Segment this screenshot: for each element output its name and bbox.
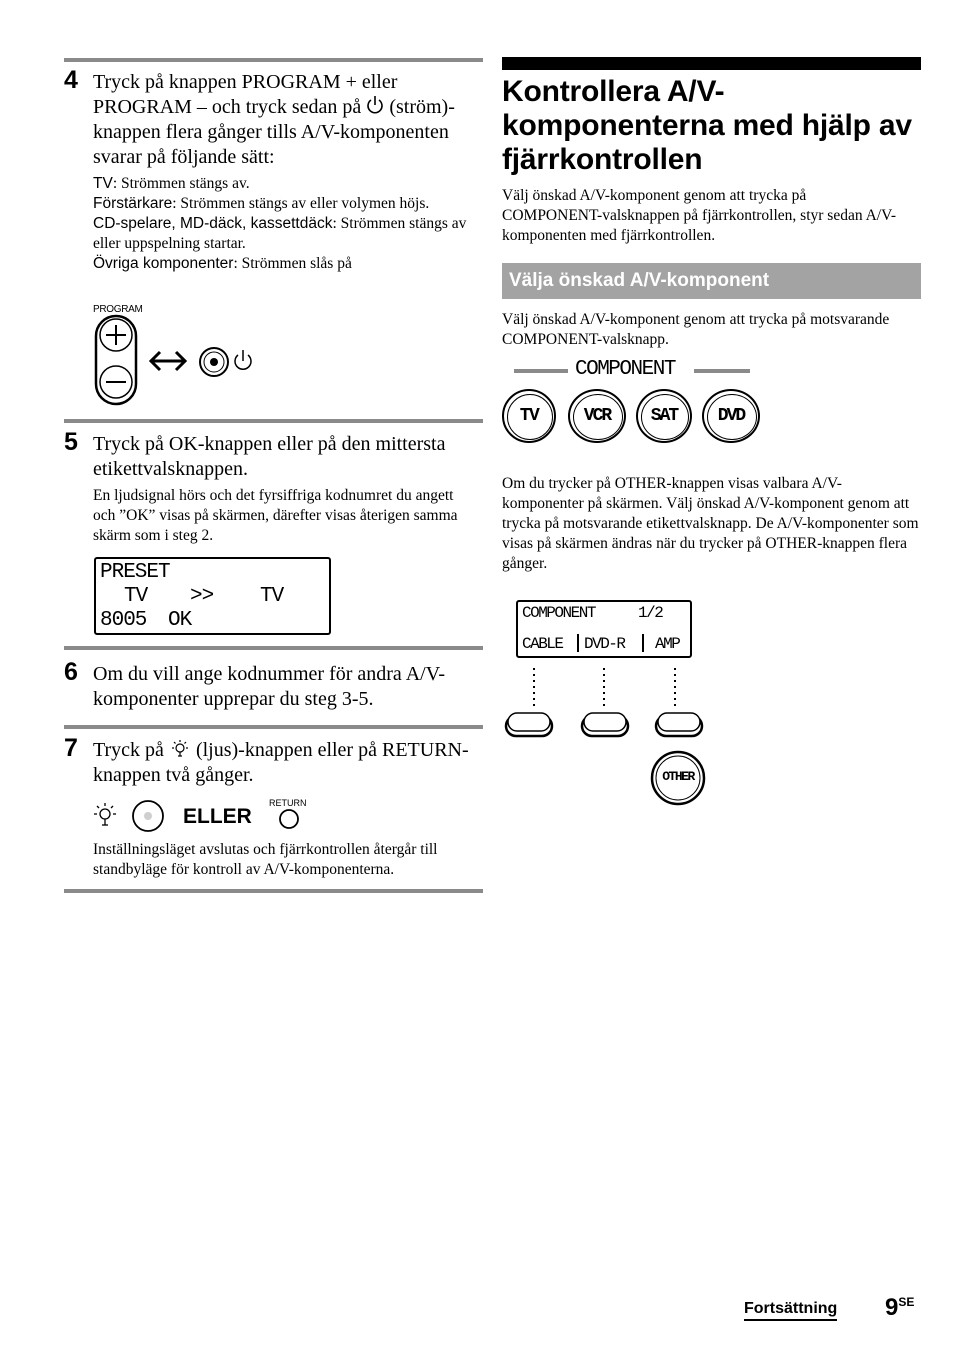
step-7-text bbox=[93, 738, 478, 788]
lcd-code: 8005 bbox=[100, 609, 147, 632]
lcd-arrows: >> bbox=[190, 585, 214, 608]
label-select-button-right[interactable] bbox=[656, 713, 702, 736]
subheading-bar bbox=[502, 263, 921, 299]
step-7-number: 7 bbox=[64, 734, 78, 762]
response-item bbox=[93, 254, 468, 274]
power-icon bbox=[235, 350, 251, 369]
page-number-suffix: SE bbox=[898, 1295, 915, 1309]
component-lcd-display bbox=[516, 600, 692, 658]
lcd-component-title: COMPONENT bbox=[522, 604, 595, 622]
step-7-note: Inställningsläget avslutas och fjärrkontrollen återgår till standbyläge för kontroll av A/V-komponenterna. bbox=[93, 841, 438, 878]
response-label: TV bbox=[93, 175, 113, 192]
double-arrow-icon bbox=[151, 352, 185, 370]
component-line-left bbox=[514, 369, 568, 373]
return-button-illustration bbox=[277, 807, 301, 831]
response-text: : Strömmen slås på bbox=[233, 255, 352, 272]
step-6-text: Om du vill ange kodnummer för andra A/V-komponenter upprepar du steg 3-5. bbox=[93, 663, 445, 710]
label-select-button-left[interactable] bbox=[506, 713, 552, 736]
response-item bbox=[93, 214, 468, 254]
lcd-ok: OK bbox=[168, 609, 192, 632]
step-7-text-b: (ljus)-knappen eller på RETURN-knappen två gånger. bbox=[93, 739, 469, 786]
response-text: : Strömmen stängs av. bbox=[112, 175, 250, 192]
lcd-item-dvdr: DVD-R bbox=[584, 635, 625, 653]
component-line-right bbox=[694, 369, 750, 373]
other-button-description: Om du trycker på OTHER-knappen visas valbara A/V-komponenter på skärmen. Välj önskad A/V-komponent genom att trycka på motsvarande etikettvalsknapp. De A/V-komponenter som visas på skärmen ändras när du trycker på OTHER-knappen flera gånger. bbox=[502, 475, 919, 572]
response-label: Övriga komponenter bbox=[93, 255, 234, 272]
eller-label: ELLER bbox=[183, 805, 252, 828]
response-label: CD-spelare, MD-däck, kassettdäck bbox=[93, 215, 333, 232]
program-buttons-illustration bbox=[90, 314, 290, 414]
component-button-label: TV bbox=[519, 406, 539, 426]
step-4-text-b: (ström)-knappen flera gånger tills A/V-komponenten svarar på följande sätt: bbox=[93, 96, 455, 168]
lcd-page-indicator: 1/2 bbox=[638, 604, 663, 622]
response-text: : Strömmen stängs av eller uppspelning startar. bbox=[93, 215, 467, 252]
step-4-number: 4 bbox=[64, 66, 78, 94]
program-label: PROGRAM bbox=[93, 304, 143, 315]
step-5-note: En ljudsignal hörs och det fyrsiffriga kodnumret du angett och ”OK” visas på skärmen, därefter visas återigen samma skärm som i steg 2. bbox=[93, 487, 458, 544]
step-separator bbox=[64, 725, 483, 729]
page-number-value: 9 bbox=[885, 1294, 899, 1321]
page-number bbox=[885, 1294, 914, 1322]
step-5-number: 5 bbox=[64, 428, 78, 456]
light-icon bbox=[169, 739, 191, 759]
lcd-divider bbox=[577, 634, 579, 652]
label-select-illustration bbox=[500, 660, 730, 860]
step-5-text: Tryck på OK-knappen eller på den mittersta etikettvalsknappen. bbox=[93, 433, 446, 480]
bottom-rule-left bbox=[64, 889, 483, 893]
response-label: Förstärkare bbox=[93, 195, 173, 212]
component-button-sat[interactable] bbox=[636, 389, 692, 443]
preset-lcd-display bbox=[94, 557, 331, 635]
lcd-item-cable: CABLE bbox=[522, 635, 563, 653]
component-button-label: DVD bbox=[717, 406, 745, 426]
lcd-line-1: PRESET bbox=[100, 561, 170, 584]
power-icon bbox=[366, 95, 384, 115]
section-intro: Välj önskad A/V-komponent genom att trycka på COMPONENT-valsknappen på fjärrkontrollen, styr sedan A/V-komponenten med fjärrkontrollen. bbox=[502, 187, 897, 244]
component-label-row bbox=[514, 358, 754, 384]
section-title: Kontrollera A/V-komponenterna med hjälp av fjärrkontrollen bbox=[502, 75, 912, 176]
component-buttons bbox=[502, 389, 772, 449]
response-item bbox=[93, 194, 468, 214]
component-button-vcr[interactable] bbox=[568, 389, 626, 443]
label-select-button-middle[interactable] bbox=[582, 713, 628, 736]
top-rule-left bbox=[64, 58, 483, 62]
lcd-item-amp: AMP bbox=[655, 635, 680, 653]
return-label: RETURN bbox=[269, 798, 307, 808]
subheading-text-body: Välj önskad A/V-komponent genom att trycka på motsvarande COMPONENT-valsknapp. bbox=[502, 311, 890, 348]
other-button-label: OTHER bbox=[662, 769, 694, 784]
component-button-dvd[interactable] bbox=[702, 389, 760, 443]
step-7-text-a: Tryck på bbox=[93, 739, 164, 761]
lcd-source: TV bbox=[124, 585, 148, 608]
component-button-tv[interactable] bbox=[502, 389, 556, 443]
response-item bbox=[93, 174, 468, 194]
lcd-target: TV bbox=[260, 585, 284, 608]
step-4-text-a: Tryck på knappen PROGRAM + eller PROGRAM – och tryck sedan på bbox=[93, 71, 398, 118]
step-4-text bbox=[93, 70, 478, 170]
step-6-number: 6 bbox=[64, 658, 78, 686]
light-icon bbox=[94, 803, 116, 825]
title-bar bbox=[502, 57, 921, 70]
step-separator bbox=[64, 419, 483, 423]
light-button-illustration bbox=[92, 798, 172, 838]
subheading-text: Välja önskad A/V-komponent bbox=[509, 270, 770, 291]
component-button-label: VCR bbox=[583, 406, 611, 426]
step-4-response-list bbox=[93, 174, 468, 274]
component-label: COMPONENT bbox=[575, 358, 675, 381]
component-button-label: SAT bbox=[650, 406, 678, 426]
continue-label: Fortsättning bbox=[744, 1300, 837, 1321]
lcd-divider bbox=[642, 634, 644, 652]
response-text: : Strömmen stängs av eller volymen höjs. bbox=[172, 195, 430, 212]
step-separator bbox=[64, 646, 483, 650]
